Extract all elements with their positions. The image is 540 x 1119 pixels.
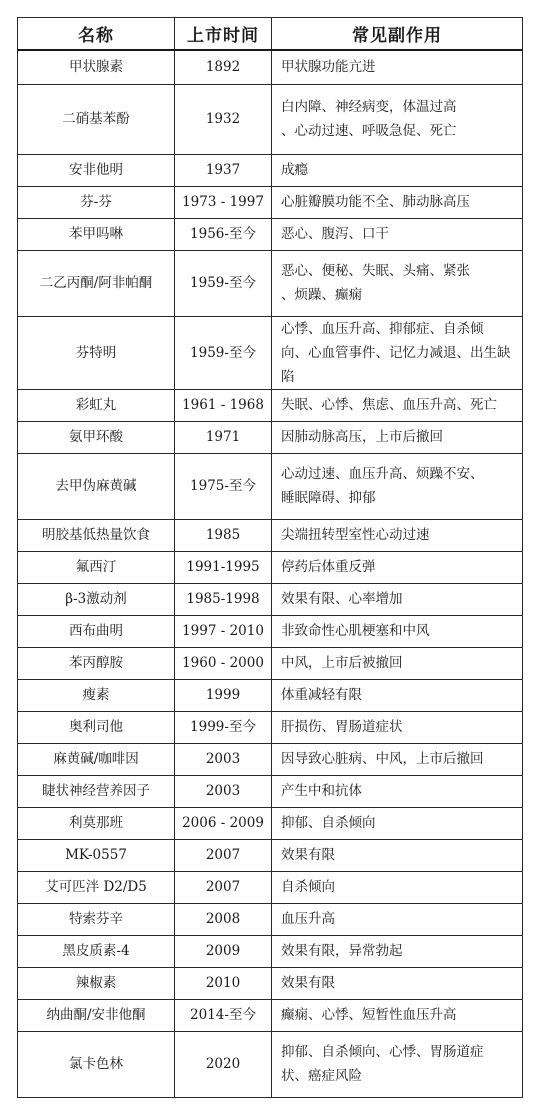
side-effects-line: 、烦躁、癫痫 <box>281 287 362 303</box>
table-row <box>18 250 523 316</box>
market-period-cell: 1971 <box>175 421 272 453</box>
drug-name-cell: MK-0557 <box>18 839 175 871</box>
header-year: 上市时间 <box>175 18 272 51</box>
drug-name-cell: 瘦素 <box>18 679 175 711</box>
side-effects-cell <box>272 453 523 519</box>
side-effects-cell: 效果有限、心率增加 <box>272 583 523 615</box>
side-effects-cell: 因肺动脉高压，上市后撤回 <box>272 421 523 453</box>
table-row <box>18 615 523 647</box>
drug-name-cell: β-3激动剂 <box>18 583 175 615</box>
drug-name-cell: 黑皮质素-4 <box>18 935 175 967</box>
table-row <box>18 421 523 453</box>
side-effects-cell: 中风，上市后被撤回 <box>272 647 523 679</box>
table-row <box>18 453 523 519</box>
drug-name-cell: 西布曲明 <box>18 615 175 647</box>
drug-name-cell: 苯丙醇胺 <box>18 647 175 679</box>
side-effects-line: 向、心血管事件、记忆力减退、出生缺陷 <box>281 344 511 385</box>
drug-name-cell: 芬-芬 <box>18 186 175 218</box>
market-period-cell: 1999 <box>175 679 272 711</box>
side-effects-cell <box>272 316 523 389</box>
side-effects-cell <box>272 1031 523 1097</box>
market-period-cell: 2006 - 2009 <box>175 807 272 839</box>
side-effects-cell: 血压升高 <box>272 903 523 935</box>
market-period-cell: 1975-至今 <box>175 453 272 519</box>
weight-loss-drug-side-effects-table <box>17 17 523 1098</box>
table-row <box>18 679 523 711</box>
drug-name-cell: 睫状神经营养因子 <box>18 775 175 807</box>
table-row <box>18 389 523 421</box>
side-effects-cell: 非致命性心肌梗塞和中风 <box>272 615 523 647</box>
side-effects-cell: 自杀倾向 <box>272 871 523 903</box>
market-period-cell: 2020 <box>175 1031 272 1097</box>
table-row <box>18 999 523 1031</box>
header-name: 名称 <box>18 18 175 51</box>
table-row <box>18 519 523 551</box>
drug-name-cell: 二硝基苯酚 <box>18 84 175 154</box>
side-effects-table-container <box>17 17 522 1098</box>
side-effects-line: 心悸、血压升高、抑郁症、自杀倾 <box>281 320 484 337</box>
side-effects-line: 、心动过速、呼吸急促、死亡 <box>281 123 457 139</box>
side-effects-cell: 失眠、心悸、焦虑、血压升高、死亡 <box>272 389 523 421</box>
drug-name-cell: 氯卡色林 <box>18 1031 175 1097</box>
market-period-cell: 1999-至今 <box>175 711 272 743</box>
drug-name-cell: 氟西汀 <box>18 551 175 583</box>
table-row <box>18 903 523 935</box>
market-period-cell: 1959-至今 <box>175 316 272 389</box>
side-effects-cell: 尖端扭转型室性心动过速 <box>272 519 523 551</box>
side-effects-line: 恶心、便秘、失眠、头痛、紧张 <box>281 263 470 279</box>
market-period-cell: 1937 <box>175 154 272 186</box>
market-period-cell: 1985-1998 <box>175 583 272 615</box>
table-row <box>18 647 523 679</box>
market-period-cell: 2014-至今 <box>175 999 272 1031</box>
market-period-cell: 1956-至今 <box>175 218 272 250</box>
table-row <box>18 839 523 871</box>
side-effects-cell: 心脏瓣膜功能不全、肺动脉高压 <box>272 186 523 218</box>
table-row <box>18 807 523 839</box>
drug-name-cell: 氨甲环酸 <box>18 421 175 453</box>
market-period-cell: 1892 <box>175 50 272 84</box>
drug-name-cell: 安非他明 <box>18 154 175 186</box>
market-period-cell: 2008 <box>175 903 272 935</box>
drug-name-cell: 彩虹丸 <box>18 389 175 421</box>
drug-name-cell: 去甲伪麻黄碱 <box>18 453 175 519</box>
side-effects-cell: 产生中和抗体 <box>272 775 523 807</box>
side-effects-line: 状、癌症风险 <box>281 1068 362 1084</box>
side-effects-cell: 抑郁、自杀倾向 <box>272 807 523 839</box>
market-period-cell: 1973 - 1997 <box>175 186 272 218</box>
side-effects-line: 睡眠障碍、抑郁 <box>281 490 376 506</box>
market-period-cell: 1991-1995 <box>175 551 272 583</box>
table-row <box>18 743 523 775</box>
market-period-cell: 2010 <box>175 967 272 999</box>
side-effects-cell: 恶心、腹泻、口干 <box>272 218 523 250</box>
table-row <box>18 316 523 389</box>
table-row <box>18 871 523 903</box>
table-row <box>18 583 523 615</box>
table-row <box>18 50 523 84</box>
side-effects-cell: 停药后体重反弹 <box>272 551 523 583</box>
side-effects-line: 抑郁、自杀倾向、心悸、胃肠道症 <box>281 1044 484 1060</box>
table-row <box>18 551 523 583</box>
table-header <box>18 18 523 51</box>
table-row <box>18 775 523 807</box>
side-effects-cell <box>272 250 523 316</box>
side-effects-cell: 癫痫、心悸、短暂性血压升高 <box>272 999 523 1031</box>
side-effects-cell <box>272 84 523 154</box>
market-period-cell: 1985 <box>175 519 272 551</box>
drug-name-cell: 甲状腺素 <box>18 50 175 84</box>
market-period-cell: 1959-至今 <box>175 250 272 316</box>
market-period-cell: 1960 - 2000 <box>175 647 272 679</box>
market-period-cell: 2003 <box>175 775 272 807</box>
market-period-cell: 1932 <box>175 84 272 154</box>
table-row <box>18 84 523 154</box>
market-period-cell: 2007 <box>175 839 272 871</box>
drug-name-cell: 辣椒素 <box>18 967 175 999</box>
table-row <box>18 967 523 999</box>
market-period-cell: 1961 - 1968 <box>175 389 272 421</box>
drug-name-cell: 二乙丙酮/阿非帕酮 <box>18 250 175 316</box>
table-body <box>18 50 523 1097</box>
side-effects-cell: 肝损伤、胃肠道症状 <box>272 711 523 743</box>
header-effects: 常见副作用 <box>272 18 523 51</box>
drug-name-cell: 艾可匹泮 D2/D5 <box>18 871 175 903</box>
side-effects-cell: 成瘾 <box>272 154 523 186</box>
market-period-cell: 1997 - 2010 <box>175 615 272 647</box>
table-row <box>18 218 523 250</box>
table-row <box>18 1031 523 1097</box>
header-row <box>18 18 523 51</box>
table-row <box>18 935 523 967</box>
side-effects-cell: 效果有限，异常勃起 <box>272 935 523 967</box>
drug-name-cell: 苯甲吗啉 <box>18 218 175 250</box>
side-effects-cell: 体重减轻有限 <box>272 679 523 711</box>
drug-name-cell: 特索芬辛 <box>18 903 175 935</box>
drug-name-cell: 芬特明 <box>18 316 175 389</box>
side-effects-line: 心动过速、血压升高、烦躁不安、 <box>281 466 484 482</box>
side-effects-cell: 效果有限 <box>272 967 523 999</box>
side-effects-cell: 效果有限 <box>272 839 523 871</box>
market-period-cell: 2003 <box>175 743 272 775</box>
drug-name-cell: 明胶基低热量饮食 <box>18 519 175 551</box>
drug-name-cell: 纳曲酮/安非他酮 <box>18 999 175 1031</box>
table-row <box>18 186 523 218</box>
side-effects-cell: 因导致心脏病、中风，上市后撤回 <box>272 743 523 775</box>
table-row <box>18 711 523 743</box>
market-period-cell: 2007 <box>175 871 272 903</box>
drug-name-cell: 奥利司他 <box>18 711 175 743</box>
side-effects-cell: 甲状腺功能亢进 <box>272 50 523 84</box>
drug-name-cell: 利莫那班 <box>18 807 175 839</box>
table-row <box>18 154 523 186</box>
side-effects-line: 白内障、神经病变，体温过高 <box>281 99 457 115</box>
drug-name-cell: 麻黄碱/咖啡因 <box>18 743 175 775</box>
market-period-cell: 2009 <box>175 935 272 967</box>
